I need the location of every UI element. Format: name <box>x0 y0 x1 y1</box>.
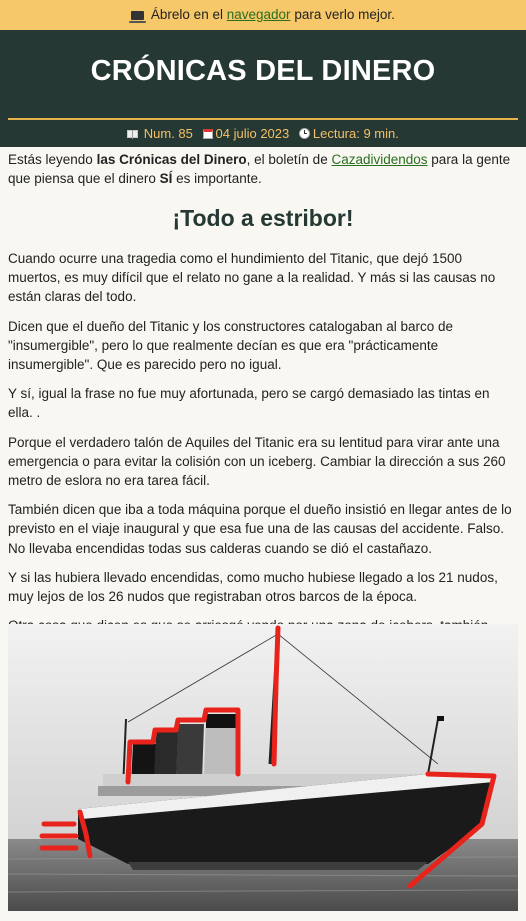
cazadividendos-link[interactable]: Cazadividendos <box>331 152 428 167</box>
emphasis-si: SÍ <box>159 171 173 186</box>
laptop-icon <box>131 11 144 20</box>
browser-link[interactable]: navegador <box>226 7 291 22</box>
titanic-photo <box>8 624 518 911</box>
banner-text-after: para verlo mejor. <box>294 7 395 22</box>
titanic-illustration <box>8 624 518 911</box>
issue-date: 04 julio 2023 <box>203 126 290 141</box>
intro-paragraph: Estás leyendo las Crónicas del Dinero, el boletín de Cazadividendos para la gente que piensa que el dinero SÍ es importante. <box>8 152 511 186</box>
article-paragraph: Y si las hubiera llevado encendidas, como mucho hubiese llegado a los 21 nudos, muy lejos de los 26 nudos que registraban otros barcos de la época. <box>8 569 498 605</box>
issue-number: Num. 85 <box>127 126 193 141</box>
newsletter-body <box>0 150 526 674</box>
masthead <box>0 30 526 147</box>
article-paragraph: Porque el verdadero talón de Aquiles del Titanic era su lentitud para virar ante una emergencia o para evitar la colisión con un iceberg. Cambiar la dirección a sus 260 metro de eslora no era tarea fácil. <box>8 434 506 489</box>
article-paragraph: Cuando ocurre una tragedia como el hundimiento del Titanic, que dejó 1500 muertos, es muy difícil que el relato no gane a la realidad. Y más si las causas no están claras del todo. <box>8 251 496 305</box>
newsletter-title: CRÓNICAS DEL DINERO <box>90 55 436 87</box>
book-icon <box>127 130 138 138</box>
calendar-icon <box>203 129 213 139</box>
clock-icon <box>299 128 310 139</box>
banner-text-before: Ábrelo en el <box>150 7 223 22</box>
newsletter-name: las Crónicas del Dinero <box>96 152 247 167</box>
reading-time: Lectura: 9 min. <box>299 126 399 141</box>
article-paragraph: Y sí, igual la frase no fue muy afortunada, pero se cargó demasiado las tintas en ella. . <box>8 386 490 421</box>
issue-meta <box>0 126 526 141</box>
masthead-divider <box>8 118 518 120</box>
article-title: ¡Todo a estribor! <box>172 205 354 231</box>
article-paragraph: Dicen que el dueño del Titanic y los constructores catalogaban al barco de "insumergible", pero lo que realmente decían es que era "prácticamente insumergible". Que es parecido pero no igual. <box>8 318 454 373</box>
open-in-browser-banner <box>0 0 526 30</box>
article-paragraph: También dicen que iba a toda máquina porque el dueño insistió en llegar antes de lo previsto en el viaje inaugural y que esa fue una de las causas del accidente. Falso. No llevaba encendidas todas sus calderas cuando se dió el castañazo. <box>8 502 512 556</box>
